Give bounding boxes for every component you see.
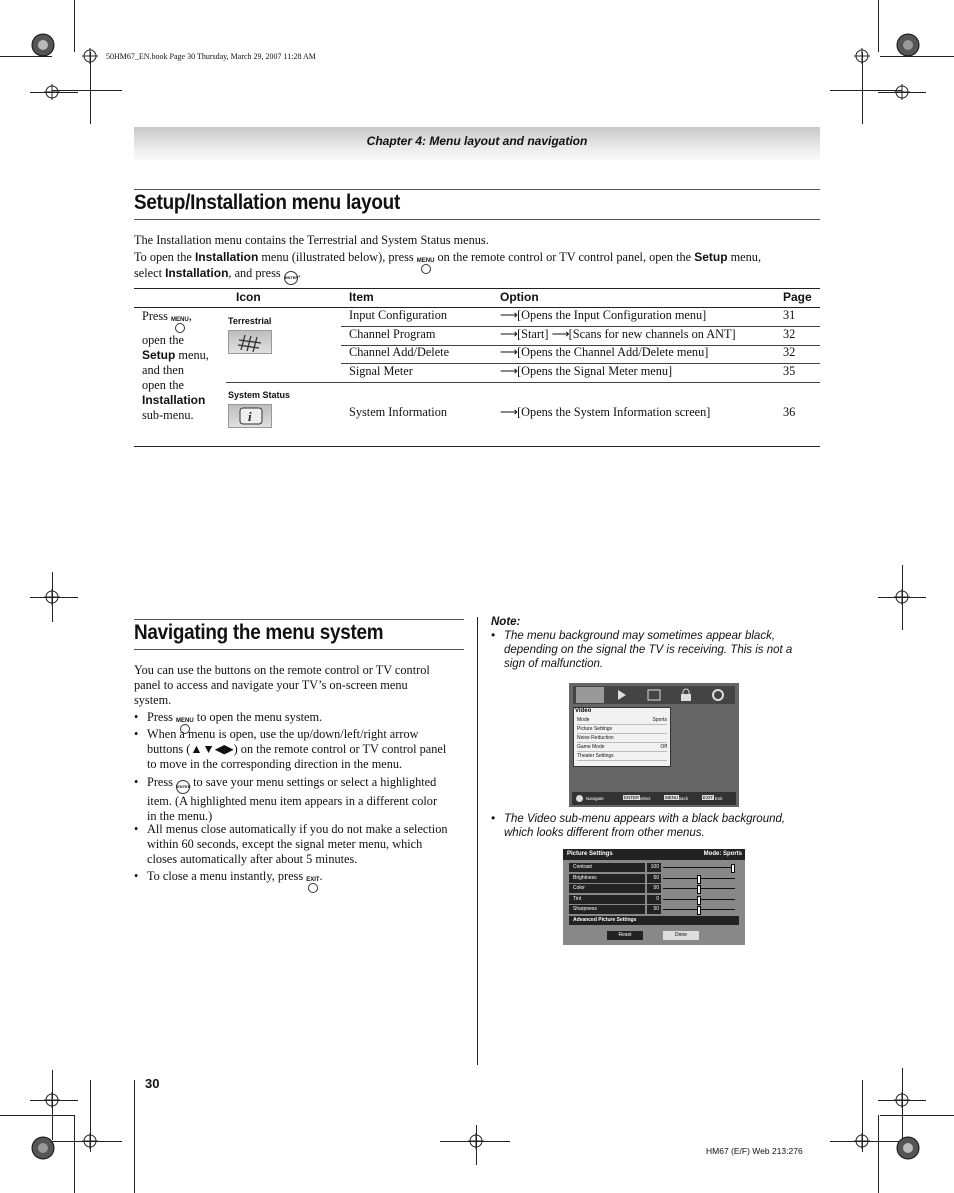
arrow-icon: ⟶ [500,405,518,419]
row-option: ⟶ [Opens the Signal Meter menu] [500,364,673,378]
row-page: 32 [783,345,796,359]
bullet-open-menu: • Press MENU to open the menu system. [134,710,464,734]
setting-value: 0 [647,895,661,904]
menu-icon-bar [573,686,735,704]
slider-knob[interactable] [697,906,701,915]
picture-settings-screenshot [563,849,745,945]
video-menu-panel [573,707,671,767]
setting-value: 100 [647,863,661,872]
navigate-icon [576,795,583,802]
setting-label: Contrast [569,863,645,872]
list-item: Picture Settings [577,725,667,734]
group-system-status-label: System Status [228,390,291,400]
advanced-picture-settings: Advanced Picture Settings [569,916,739,925]
row-page: 36 [783,405,796,419]
note-item-2: • The Video sub-menu appears with a black background, which looks different from other menus. [491,813,786,839]
picture-setting-row[interactable] [569,905,739,914]
menu-button-icon: MENU [417,258,435,274]
arrow-icon: ⟶ [500,327,518,341]
bullet-arrows: • When a menu is open, use the up/down/left/right arrow buttons (▲▼◀▶) on the remote control or TV control panel to move in the corresponding direction in the menu. [134,727,447,771]
antenna-icon [228,330,272,354]
video-menu-screenshot [569,683,739,807]
picture-setting-row[interactable] [569,874,739,883]
section1-bottom-rule [134,219,820,220]
header-page: Page [783,290,812,304]
row-option: ⟶ [Opens the System Information screen] [500,405,711,419]
print-header: 50HM67_EN.book Page 30 Thursday, March 29, 2007 11:28 AM [106,52,316,61]
picture-settings-header: Picture Settings Mode: Sports [563,849,745,860]
table-instruction: Press MENU , open the Setup menu, and then open the Installation sub-menu. [142,309,209,422]
note-label: Note: [491,616,521,628]
row-item: System Information [349,405,448,419]
chapter-title: Chapter 4: Menu layout and navigation [366,134,588,148]
enter-button-icon: ENTER [176,780,190,794]
info-icon [228,404,272,428]
done-button[interactable]: Done [663,931,699,940]
picture-setting-row[interactable] [569,863,739,872]
enter-button-icon: ENTER [284,271,298,285]
list-item: Noise Reduction [577,734,667,743]
setting-label: Color [569,884,645,893]
svg-text:i: i [248,409,252,424]
slider-knob[interactable] [697,896,701,905]
section1-intro-line2: To open the Installation menu (illustrated below), press MENU on the remote control or TV control panel, open the Setup menu, [134,250,761,274]
section1-top-rule [134,189,820,190]
section1-intro-line1: The Installation menu contains the Terrestrial and System Status menus. [134,233,489,247]
menu-button-icon: MENU [176,718,194,734]
row-option: ⟶ [Opens the Channel Add/Delete menu] [500,345,709,359]
video-menu-bottom-bar: Navigate ENTER Select MENU Back EXIT Exit [572,792,736,805]
section1-title: Setup/Installation menu layout [134,191,400,214]
arrow-icon: ⟶ [500,364,518,378]
slider-track[interactable] [663,867,735,868]
bullet-exit: • To close a menu instantly, press EXIT . [134,869,464,893]
slider-knob[interactable] [697,885,701,894]
list-item: Mode Sports [577,717,667,723]
reset-button[interactable]: Reset [607,931,643,940]
list-item: Game Mode Off [577,744,667,750]
row-item: Input Configuration [349,308,448,322]
row-option: ⟶ [Start] ⟶ [Scans for new channels on ANT] [500,327,736,341]
row-item: Channel Program [349,327,436,341]
setting-value: 50 [647,874,661,883]
slider-knob[interactable] [697,875,701,884]
slider-knob[interactable] [731,864,735,873]
section2-bottom-rule [134,649,464,650]
section2-top-rule [134,619,464,620]
list-item: Theater Settings [577,752,667,761]
picture-icon [576,687,604,703]
footer-code: HM67 (E/F) Web 213:276 [706,1146,803,1156]
setting-label: Sharpness [569,905,645,914]
row-option: ⟶ [Opens the Input Configuration menu] [500,308,707,322]
page-number: 30 [145,1076,160,1091]
setting-label: Brightness [569,874,645,883]
arrow-icon: ⟶ [500,345,518,359]
section2-title: Navigating the menu system [134,621,384,644]
arrow-icon: ⟶ [551,327,570,341]
setting-label: Tint [569,895,645,904]
row-page: 31 [783,308,796,322]
section2-intro: You can use the buttons on the remote control or TV control panel to access and navigate your TV’s on-screen menu system. [134,663,430,707]
exit-button-icon: EXIT [306,877,319,893]
audio-icon [608,687,636,703]
row-page: 35 [783,364,796,378]
lock-icon [672,687,700,703]
header-item: Item [349,290,374,304]
setting-value: 50 [647,905,661,914]
bullet-enter: • Press ENTER to save your menu settings or select a highlighted item. (A highlighted menu item appears in a different color in the menu.) [134,775,438,823]
section1-intro-line3: select Installation, and press ENTER. [134,266,301,285]
header-option: Option [500,290,539,304]
row-item: Channel Add/Delete [349,345,450,359]
arrow-icon: ⟶ [500,308,518,322]
setting-value: 50 [647,884,661,893]
picture-setting-row[interactable] [569,884,739,893]
bullet-auto-close: • All menus close automatically if you do not make a selection within 60 seconds, except the signal meter menu, which closes automatically after about 5 minutes. [134,822,448,866]
row-item: Signal Meter [349,364,413,378]
picture-setting-row[interactable] [569,895,739,904]
header-icon: Icon [236,290,261,304]
group-terrestrial-label: Terrestrial [228,316,272,326]
video-menu-title: Video [575,708,592,714]
row-page: 32 [783,327,796,341]
setup-icon [704,687,732,703]
note-item-1: • The menu background may sometimes appear black, depending on the signal the TV is receiving. This is not a sign of malfunction. [491,630,793,670]
preferences-icon [640,687,668,703]
